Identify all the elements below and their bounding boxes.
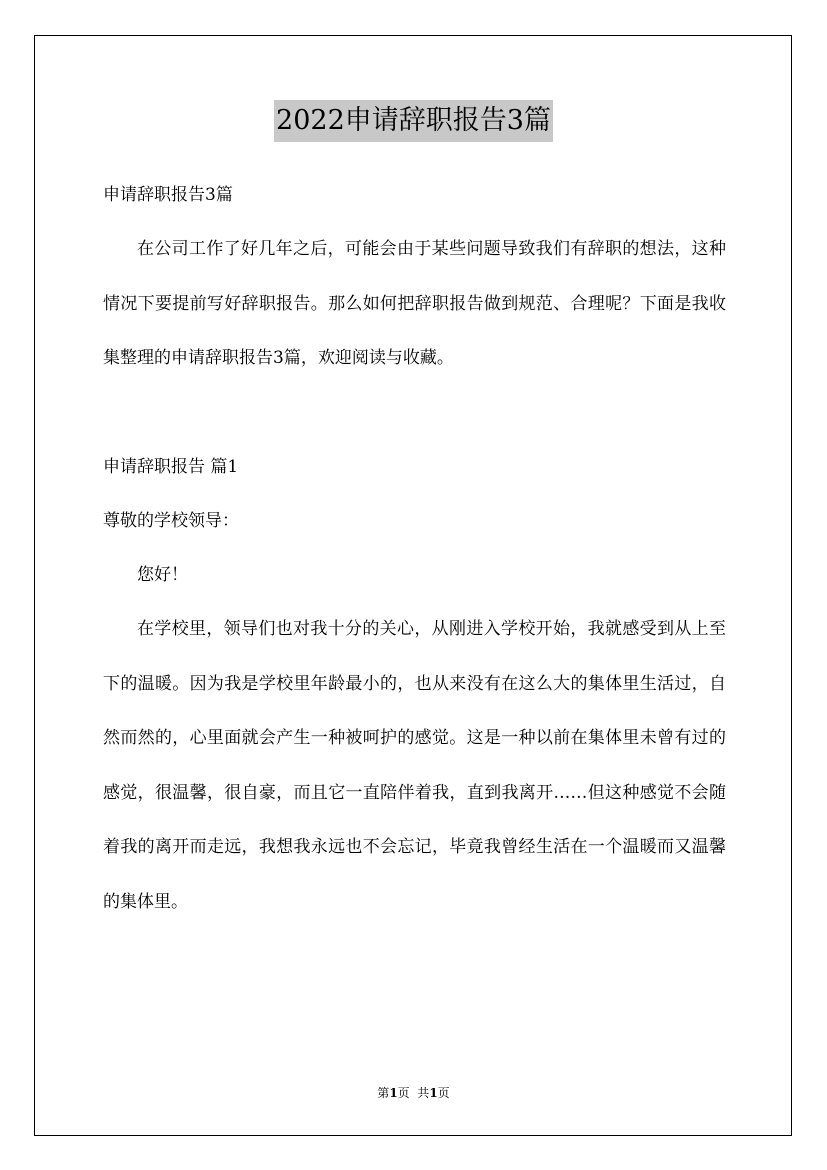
section-heading: 申请辞职报告 篇1 bbox=[103, 456, 239, 477]
intro-paragraph: 在公司工作了好几年之后，可能会由于某些问题导致我们有辞职的想法，这种情况下要提前写好辞职报告。那么如何把辞职报告做到规范、合理呢？下面是我收集整理的申请辞职报告3篇，欢迎阅读与收藏。 bbox=[103, 239, 726, 368]
document-body bbox=[103, 168, 726, 929]
greeting: 您好！ bbox=[137, 564, 188, 585]
footer-current-page: 1 bbox=[389, 1086, 398, 1100]
document-subtitle: 申请辞职报告3篇 bbox=[103, 185, 233, 205]
blank-line bbox=[103, 386, 726, 440]
footer-mid: 页 共 bbox=[397, 1086, 430, 1100]
salutation: 尊敬的学校领导： bbox=[103, 510, 239, 531]
footer-suffix: 页 bbox=[437, 1086, 450, 1100]
document-title: 2022申请辞职报告3篇 bbox=[274, 100, 553, 142]
footer-total-pages: 1 bbox=[429, 1086, 438, 1100]
footer-prefix: 第 bbox=[377, 1086, 390, 1100]
title-container bbox=[0, 100, 827, 142]
body-paragraph-1: 在学校里，领导们也对我十分的关心，从刚进入学校开始，我就感受到从上至下的温暖。因为我是学校里年龄最小的，也从来没有在这么大的集体里生活过，自然而然的，心里面就会产生一种被呵护的感觉。这是一种以前在集体里未曾有过的感觉，很温馨，很自豪，而且它一直陪伴着我，直到我离开……但这种感觉不会随着我的离开而走远，我想我永远也不会忘记，毕竟我曾经生活在一个温暖而又温馨的集体里。 bbox=[103, 619, 726, 912]
page-footer bbox=[0, 1085, 827, 1101]
